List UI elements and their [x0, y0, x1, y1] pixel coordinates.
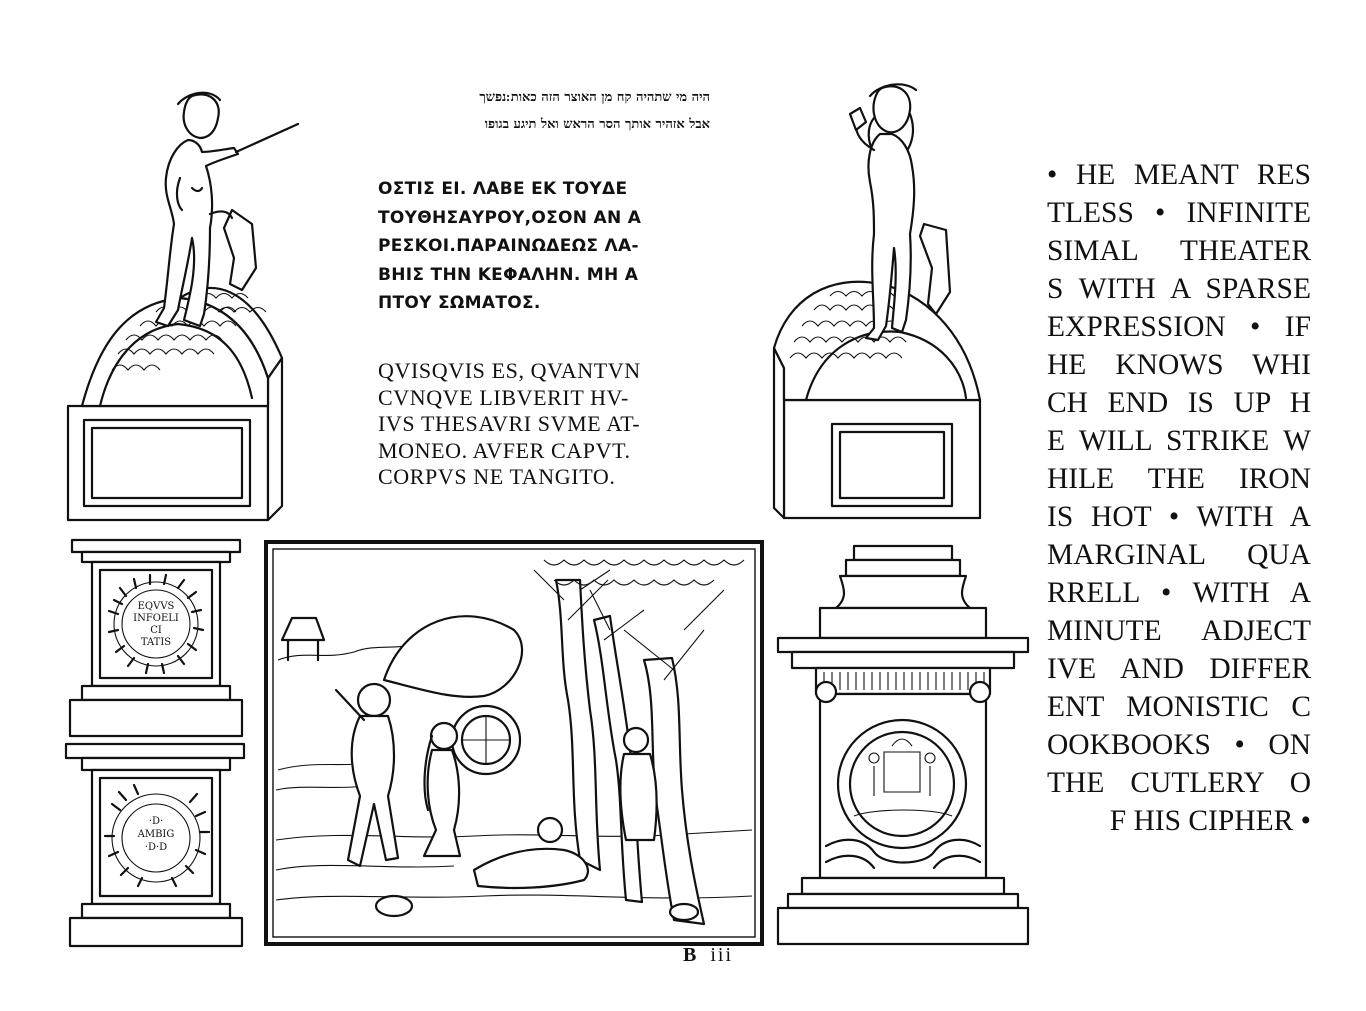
poem-line: ENT MONISTIC C [1047, 691, 1311, 723]
poem-line: OOKBOOKS • ON [1047, 729, 1311, 761]
hebrew-epigraph [380, 84, 710, 138]
latin-line: CORPVS NE TANGITO. [378, 464, 616, 489]
left-statue-woodcut [60, 78, 310, 523]
poem-line: F HIS CIPHER • [1109, 805, 1311, 837]
inscription-upper-line: TATIS [140, 637, 172, 648]
poem-line: IS HOT • WITH A [1047, 501, 1311, 533]
poem-line: MINUTE ADJECT [1047, 615, 1311, 647]
folio-signature [683, 944, 733, 967]
right-pedestal [774, 546, 1032, 948]
poem-line: • HE MEANT RES [1047, 159, 1311, 191]
inscription-lower-line: ·D· [148, 816, 164, 827]
inscription-lower-line: ·D·D [144, 842, 168, 853]
poem-line: IVE AND DIFFER [1047, 653, 1311, 685]
greek-line: ΡΕΣΚΟΙ.ΠΑΡΑΙΝΩΔΕΩΣ ΛΑ- [378, 236, 639, 256]
poem-line: HILE THE IRON [1047, 463, 1311, 495]
poem-line: HE KNOWS WHI [1047, 349, 1311, 381]
poem-line: CH END IS UP H [1047, 387, 1311, 419]
greek-epigraph [378, 175, 698, 318]
latin-line: IVS THESAVRI SVME AT- [378, 411, 641, 436]
center-woodcut-scene [264, 540, 764, 946]
latin-line: MONEO. AVFER CAPVT. [378, 437, 631, 463]
latin-line: QVISQVIS ES, QVANTVN [378, 358, 641, 383]
latin-epigraph [378, 358, 708, 491]
poem-line: MARGINAL QUA [1047, 539, 1311, 571]
poem-line: S WITH A SPARSE [1047, 273, 1311, 305]
hebrew-line: היה מי שתהיה קח מן האוצר הזה כאות ׃נפשך [479, 90, 710, 105]
greek-line: ΤΟΥΘΗΣΑΥΡΟΥ,ΟΣΟΝ ΑΝ Α [378, 207, 642, 228]
poem-line: TLESS • INFINITE [1047, 197, 1311, 229]
signature-letter: B [683, 944, 699, 966]
left-pedestal [64, 540, 248, 950]
inscription-upper-line: CI [150, 625, 162, 636]
right-statue-woodcut [770, 78, 1020, 523]
poem-line: THE CUTLERY O [1047, 767, 1311, 799]
inscription-lower-line: AMBIG [137, 829, 175, 840]
greek-line: ΟΣΤΙΣ ΕΙ. ΛΑΒΕ ΕΚ ΤΟΥΔΕ [378, 179, 628, 199]
poem-line: EXPRESSION • IF [1047, 311, 1311, 343]
inscription-upper-line: EQVVS [137, 601, 175, 612]
poem-line: SIMAL THEATER [1047, 235, 1311, 267]
poem-line: E WILL STRIKE W [1047, 425, 1311, 457]
inscription-upper-line: INFOELI [133, 613, 179, 624]
latin-line: CVNQVE LIBVERIT HV- [378, 384, 629, 410]
poem-line: RRELL • WITH A [1047, 577, 1311, 609]
greek-line: ΠΤΟΥ ΣΩΜΑΤΟΣ. [378, 293, 541, 313]
hebrew-line: אבל אזהיר אותך הסר הראש ואל תיגע בגופו [484, 117, 710, 132]
greek-line: ΒΗΙΣ ΤΗΝ ΚΕΦΑΛΗΝ. ΜΗ Α [378, 264, 639, 285]
page-number: iii [710, 944, 734, 966]
poem-text-block [1047, 156, 1311, 840]
